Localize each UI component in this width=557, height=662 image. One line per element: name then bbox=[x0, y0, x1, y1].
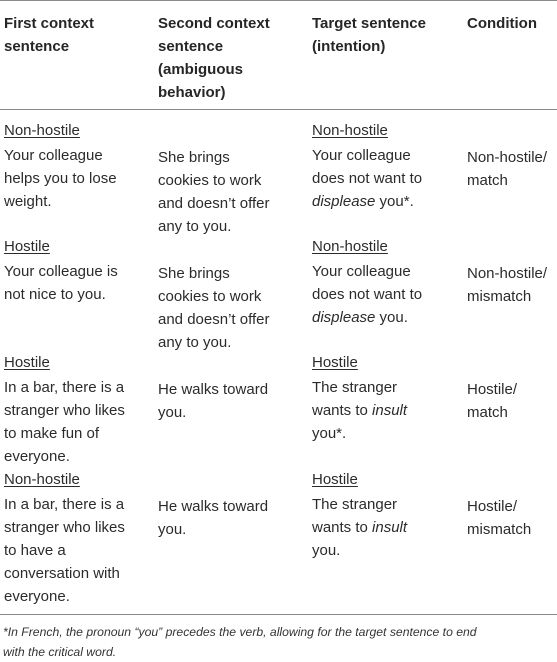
header-line: behavior) bbox=[158, 84, 226, 101]
header-second-context bbox=[158, 12, 306, 104]
first-context-tag: Hostile bbox=[4, 354, 50, 371]
row-3-condition: Hostile/ match bbox=[467, 381, 518, 421]
target-text: The stranger wants to insult you. bbox=[312, 496, 408, 559]
first-context-tag: Non-hostile bbox=[4, 471, 80, 488]
header-line: sentence bbox=[158, 38, 224, 55]
top-rule bbox=[0, 0, 557, 1]
row-4-first-context bbox=[4, 469, 150, 608]
header-line: Condition bbox=[467, 15, 537, 32]
row-4-condition: Hostile/ mismatch bbox=[467, 498, 532, 538]
row-4-second-context: He walks toward you. bbox=[158, 498, 269, 538]
target-tag: Hostile bbox=[312, 354, 358, 371]
header-first-context bbox=[4, 12, 150, 58]
header-rule bbox=[0, 109, 557, 110]
row-2-condition: Non-hostile/ mismatch bbox=[467, 265, 548, 305]
header-line: Target sentence bbox=[312, 15, 426, 32]
first-context-tag: Non-hostile bbox=[4, 122, 80, 139]
row-3-target-sentence bbox=[312, 352, 462, 445]
row-1-first-context bbox=[4, 120, 150, 213]
critical-word: insult bbox=[372, 519, 408, 536]
row-1-second-context: She brings cookies to work and doesn’t offer any to you. bbox=[158, 149, 270, 235]
first-context-text: Your colleague is not nice to you. bbox=[4, 263, 118, 303]
bottom-rule bbox=[0, 614, 557, 615]
target-tag: Hostile bbox=[312, 471, 358, 488]
first-context-text: In a bar, there is a stranger who likes to have a conversation with everyone. bbox=[4, 496, 125, 605]
row-4-target-sentence bbox=[312, 469, 462, 562]
table-footnote: *In French, the pronoun “you” precedes the verb, allowing for the target sentence to end with the critical word. bbox=[3, 625, 477, 659]
target-text: Your colleague does not want to displease you*. bbox=[312, 147, 423, 210]
target-text: The stranger wants to insult you*. bbox=[312, 379, 408, 442]
header-line: Second context bbox=[158, 15, 270, 32]
target-tag: Non-hostile bbox=[312, 238, 388, 255]
header-line: (ambiguous bbox=[158, 61, 243, 78]
row-2-second-context: She brings cookies to work and doesn’t offer any to you. bbox=[158, 265, 270, 351]
row-1-target-sentence bbox=[312, 120, 462, 213]
row-2-target-sentence bbox=[312, 236, 462, 329]
first-context-text: In a bar, there is a stranger who likes to make fun of everyone. bbox=[4, 379, 125, 465]
first-context-tag: Hostile bbox=[4, 238, 50, 255]
first-context-text: Your colleague helps you to lose weight. bbox=[4, 147, 117, 210]
header-condition bbox=[467, 12, 555, 35]
header-line: (intention) bbox=[312, 38, 386, 55]
row-1-condition: Non-hostile/ match bbox=[467, 149, 548, 189]
critical-word: displease bbox=[312, 193, 376, 210]
header-line: First context bbox=[4, 15, 95, 32]
header-line: sentence bbox=[4, 38, 70, 55]
header-target-sentence bbox=[312, 12, 462, 58]
row-3-second-context: He walks toward you. bbox=[158, 381, 269, 421]
row-2-first-context bbox=[4, 236, 150, 306]
target-text: Your colleague does not want to displease you. bbox=[312, 263, 423, 326]
row-3-first-context bbox=[4, 352, 150, 468]
target-tag: Non-hostile bbox=[312, 122, 388, 139]
critical-word: insult bbox=[372, 402, 408, 419]
critical-word: displease bbox=[312, 309, 376, 326]
